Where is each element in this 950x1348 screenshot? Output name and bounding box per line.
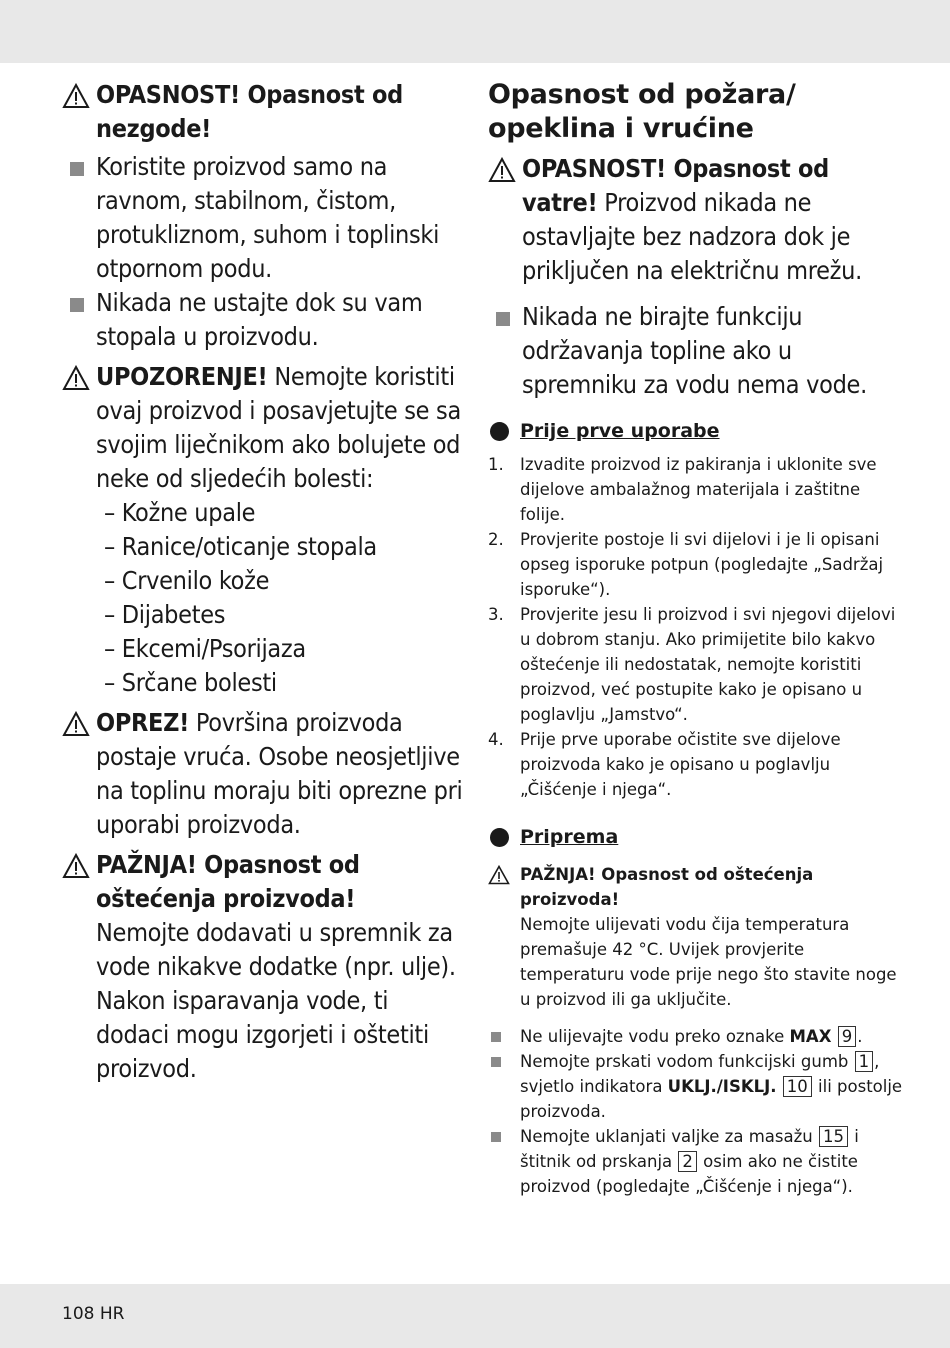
warning-text: Nemojte ulijevati vodu čija temperatura premašuje 42 °C. Uvijek provjerite temperaturu vode prije nego što stavite noge u proizvod ili ga uključite. <box>520 915 897 1009</box>
list-item: – Kožne upale <box>104 498 256 527</box>
list-item <box>488 1124 908 1199</box>
page-number: 108 HR <box>62 1304 125 1324</box>
square-bullet-icon <box>491 1057 501 1067</box>
step-number: 3. <box>488 605 504 624</box>
part-reference: 15 <box>819 1126 848 1147</box>
part-reference: 2 <box>678 1151 697 1172</box>
section-heading-preparation <box>488 824 908 850</box>
bullet-text: Koristite proizvod samo na ravnom, stabilnom, čistom, protukliznom, suhom i toplinski otpornom podu. <box>96 152 440 283</box>
list-item <box>488 602 908 727</box>
warning-triangle-icon <box>62 83 90 109</box>
header-band <box>0 0 950 63</box>
square-bullet-icon <box>491 1132 501 1142</box>
list-item <box>488 727 908 802</box>
bullet-text: Nikada ne ustajte dok su vam stopala u proizvodu. <box>96 288 423 351</box>
step-number: 4. <box>488 730 504 749</box>
list-item <box>488 1024 908 1049</box>
bullet-text: Nemojte prskati vodom funkcijski gumb <box>520 1052 854 1071</box>
list-item: – Crvenilo kože <box>104 566 270 595</box>
footer-band <box>0 1284 950 1348</box>
preparation-list <box>488 1024 908 1199</box>
indicator-label: UKLJ./ISKLJ. <box>667 1077 777 1096</box>
list-item <box>62 150 467 286</box>
bullet-text: i štitnik od prskanja <box>520 1127 859 1171</box>
warning-text: Površina proizvoda postaje vruća. Osobe neosjetljive na toplinu moraju biti oprezne pri uporabi proizvoda. <box>96 708 463 839</box>
step-text: Provjerite postoje li svi dijelovi i je li opisani opseg isporuke potpun (pogledajte „Sadržaj isporuke“). <box>520 530 884 599</box>
warning-triangle-icon <box>62 853 90 879</box>
warning-title: OPASNOST! Opasnost od nezgode! <box>96 80 403 143</box>
health-warning <box>62 360 467 496</box>
part-reference: 10 <box>783 1076 812 1097</box>
right-column <box>488 78 908 1199</box>
disease-list <box>62 496 467 700</box>
section-heading-before-first-use <box>488 418 908 444</box>
bullet-text: Nemojte uklanjati valjke za masažu <box>520 1127 818 1146</box>
steps-list <box>488 452 908 802</box>
damage-warning <box>62 848 467 1086</box>
warning-title: OPREZ! <box>96 708 190 737</box>
accident-warning <box>62 78 467 146</box>
part-reference: 9 <box>838 1026 857 1047</box>
warning-text: Proizvod nikada ne ostavljajte bez nadzora dok je priključen na električnu mrežu. <box>522 188 862 285</box>
square-bullet-icon <box>70 298 84 312</box>
warning-triangle-icon <box>488 157 516 183</box>
damage-warning-small <box>488 862 908 1012</box>
step-text: Provjerite jesu li proizvod i svi njegovi dijelovi u dobrom stanju. Ako primijetite bilo kakvo oštećenje ili nedostatak, nemojte koristiti proizvod, već postupite kako je opisano u poglavlju „Jamstvo“. <box>520 605 896 724</box>
list-item: – Dijabetes <box>104 600 226 629</box>
left-column <box>62 78 467 1090</box>
warning-title: OPASNOST! Opasnost od vatre! <box>522 154 829 217</box>
bullet-text: ili postolje proizvoda. <box>520 1077 903 1121</box>
warning-title: UPOZORENJE! <box>96 362 268 391</box>
section-title: Priprema <box>520 826 619 848</box>
bullet-dot-icon <box>490 422 509 441</box>
square-bullet-icon <box>496 312 510 326</box>
list-item: – Ranice/oticanje stopala <box>104 532 377 561</box>
part-reference: 1 <box>855 1051 874 1072</box>
warning-triangle-icon <box>488 865 510 885</box>
square-bullet-icon <box>70 162 84 176</box>
list-item: – Srčane bolesti <box>104 668 277 697</box>
fire-warning <box>488 152 908 288</box>
bullet-text: . <box>857 1027 863 1046</box>
warning-triangle-icon <box>62 711 90 737</box>
warning-text: Nemojte koristiti ovaj proizvod i posavjetujte se sa svojim liječnikom ako bolujete od neke od sljedećih bolesti: <box>96 362 461 493</box>
list-item <box>488 1049 908 1124</box>
list-item: – Ekcemi/Psorijaza <box>104 634 306 663</box>
warning-triangle-icon <box>62 365 90 391</box>
bullet-dot-icon <box>490 828 509 847</box>
section-heading-fire: Opasnost od požara/ opeklina i vrućine <box>488 79 796 144</box>
square-bullet-icon <box>491 1032 501 1042</box>
list-item <box>488 300 908 402</box>
list-item <box>62 286 467 354</box>
list-item <box>488 452 908 527</box>
bullet-text: Nikada ne birajte funkciju održavanja topline ako u spremniku za vodu nema vode. <box>522 302 867 399</box>
list-item <box>488 527 908 602</box>
step-number: 2. <box>488 530 504 549</box>
bullet-text: , svjetlo indikatora <box>520 1052 880 1096</box>
step-text: Izvadite proizvod iz pakiranja i uklonite sve dijelove ambalažnog materijala i zaštitne folije. <box>520 455 877 524</box>
warning-title: PAŽNJA! Opasnost od oštećenja proizvoda! <box>96 850 360 913</box>
section-title: Prije prve uporabe <box>520 420 720 442</box>
hot-surface-warning <box>62 706 467 842</box>
bullet-text: osim ako ne čistite proizvod (pogledajte „Čišćenje i njega“). <box>520 1152 858 1196</box>
max-label: MAX <box>789 1027 832 1046</box>
bullet-text: Ne ulijevajte vodu preko oznake <box>520 1027 790 1046</box>
warning-title: PAŽNJA! Opasnost od oštećenja proizvoda! <box>520 865 814 909</box>
step-text: Prije prve uporabe očistite sve dijelove proizvoda kako je opisano u poglavlju „Čišćenje i njega“. <box>520 730 841 799</box>
step-number: 1. <box>488 455 504 474</box>
warning-text: Nemojte dodavati u spremnik za vode nikakve dodatke (npr. ulje). Nakon isparavanja vode, ti dodaci mogu izgorjeti i oštetiti proizvod. <box>96 918 456 1083</box>
